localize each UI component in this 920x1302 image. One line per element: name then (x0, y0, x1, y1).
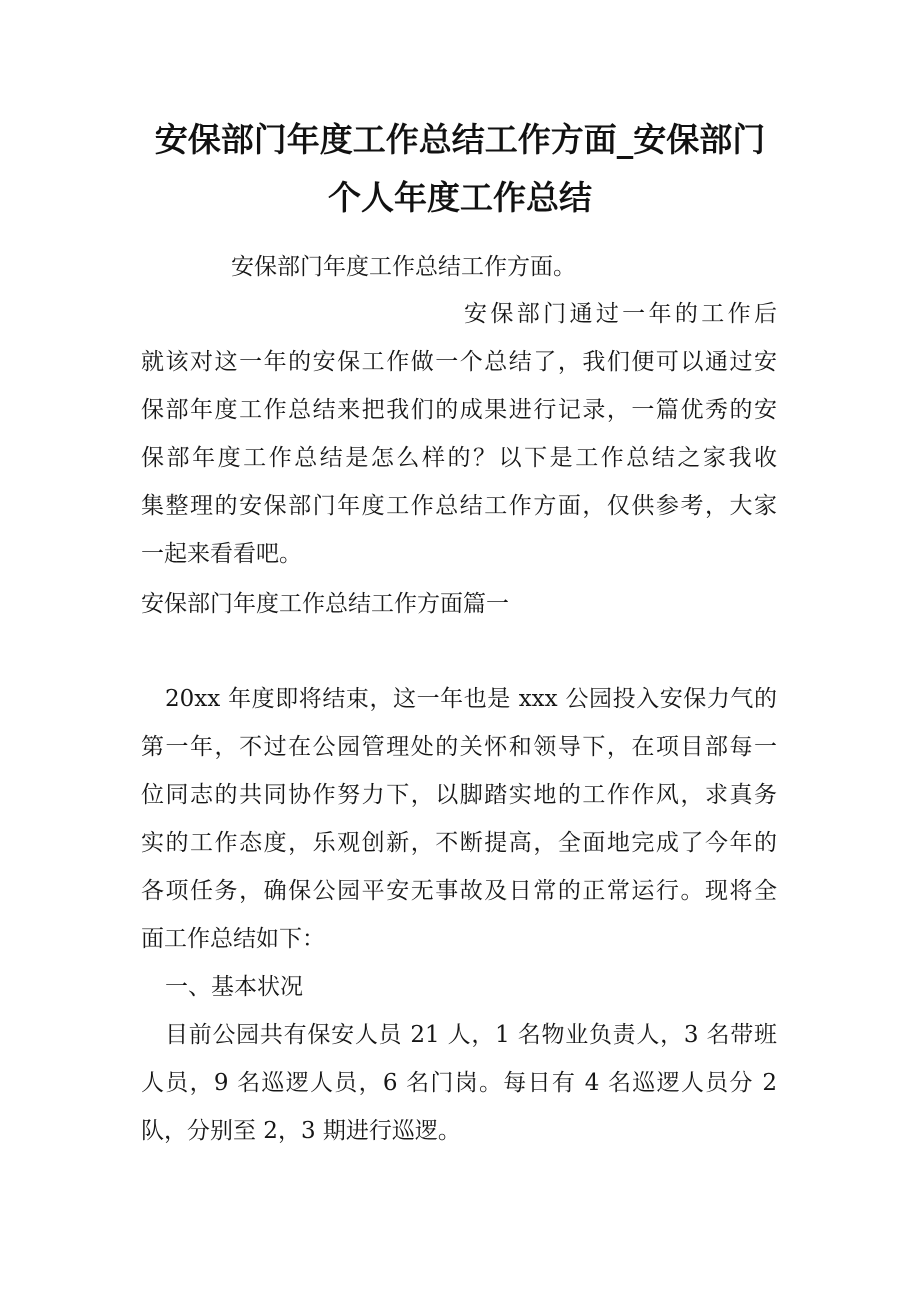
intro-line: 保部年度工作总结来把我们的成果进行记录，一篇优秀的安 (141, 397, 777, 423)
body-line: 20xx 年度即将结束，这一年也是 xxx 公园投入安保力气的 (165, 686, 777, 712)
status-line: 目前公园共有保安人员 21 人，1 名物业负责人，3 名带班 (165, 1022, 777, 1048)
body-line: 各项任务，确保公园平安无事故及日常的正常运行。现将全 (141, 878, 777, 904)
section-heading: 安保部门年度工作总结工作方面篇一 (141, 591, 509, 617)
body-line: 第一年，不过在公园管理处的关怀和领导下，在项目部每一 (141, 734, 777, 760)
intro-line: 一起来看看吧。 (141, 541, 302, 567)
body-line: 实的工作态度，乐观创新，不断提高，全面地完成了今年的 (141, 830, 777, 856)
intro-line: 保部年度工作总结是怎么样的？以下是工作总结之家我收 (141, 445, 777, 471)
body-line: 位同志的共同协作努力下，以脚踏实地的工作作风，求真务 (141, 782, 777, 808)
status-line: 人员，9 名巡逻人员，6 名门岗。每日有 4 名巡逻人员分 2 (141, 1070, 777, 1096)
subheading-basic-status: 一、基本状况 (165, 974, 303, 1000)
status-line: 队，分别至 2，3 期进行巡逻。 (141, 1118, 461, 1144)
document-title-line-1: 安保部门年度工作总结工作方面_安保部门 (154, 120, 766, 159)
intro-line: 就该对这一年的安保工作做一个总结了，我们便可以通过安 (141, 349, 777, 375)
lead-paragraph: 安保部门年度工作总结工作方面。 (231, 254, 576, 280)
body-line: 面工作总结如下： (141, 926, 325, 952)
intro-line: 集整理的安保部门年度工作总结工作方面，仅供参考，大家 (141, 493, 777, 519)
intro-line: 安保部门通过一年的工作后 (464, 301, 777, 327)
document-title-line-2: 个人年度工作总结 (328, 178, 592, 217)
